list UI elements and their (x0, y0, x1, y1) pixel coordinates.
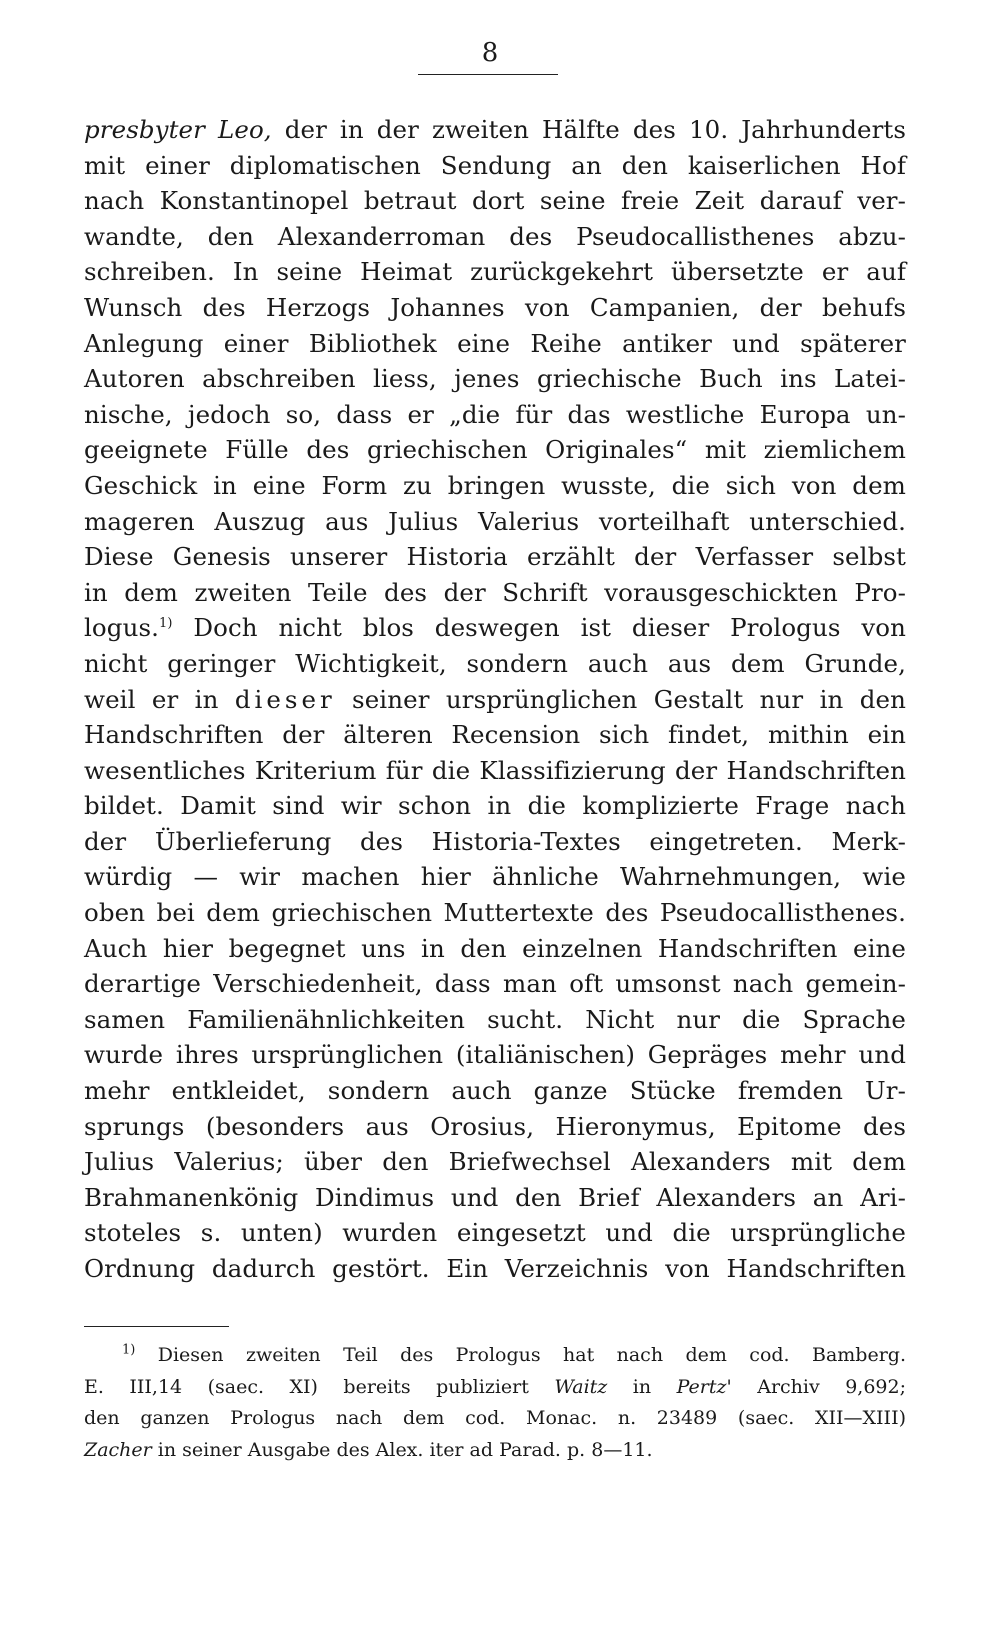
body-text-segment: nische, jedoch so, dass er „die für das westliche Europa un- (84, 399, 906, 429)
footnotes-text-segment: Zacher (84, 1438, 152, 1461)
body-text-segment: geeignete Fülle des griechischen Originales“ mit ziemlichem (84, 435, 906, 465)
footnotes-text-segment: Waitz (554, 1375, 608, 1398)
body-text-segment: 1) (159, 616, 173, 632)
body-line (84, 788, 906, 824)
footnotes-text-segment: Diesen zweiten Teil des Prologus hat nach dem cod. Bamberg. (135, 1344, 906, 1366)
body-line (84, 290, 906, 326)
body-line (84, 824, 906, 860)
body-text-segment: samen Familienähnlichkeiten sucht. Nicht nur die Sprache (84, 1004, 906, 1034)
body-line (84, 575, 906, 611)
body-line (84, 1180, 906, 1216)
body-text-segment: Handschriften der älteren Recension sich findet, mithin ein (84, 720, 906, 750)
footnotes-text-segment: den ganzen Prologus nach dem cod. Monac. n. 23489 (saec. XII—XIII) (84, 1407, 906, 1429)
footnotes-text-segment: in seiner Ausgabe des Alex. iter ad Parad. p. 8—11. (151, 1438, 653, 1461)
body-text-segment: mageren Auszug aus Julius Valerius vorteilhaft unterschied. (84, 506, 906, 536)
body-text-segment: nach Konstantinopel betraut dort seine freie Zeit darauf ver- (84, 186, 906, 216)
footnotes-text-segment: 1) (122, 1342, 136, 1358)
body-text-segment: weil er in (84, 684, 235, 714)
body-line (84, 682, 906, 718)
footnote-separator (84, 1326, 229, 1327)
footnotes-line (84, 1340, 906, 1372)
body-text-segment: sprungs (besonders aus Orosius, Hieronymus, Epitome des (84, 1111, 906, 1141)
body-text-segment: wandte, den Alexanderroman des Pseudocallisthenes abzu- (84, 221, 906, 251)
body-text-segment: Julius Valerius; über den Briefwechsel Alexanders mit dem (84, 1147, 906, 1177)
body-text-segment: derartige Verschiedenheit, dass man oft umsonst nach gemein- (84, 969, 906, 999)
body-text-segment: bildet. Damit sind wir schon in die komplizierte Frage nach (84, 791, 906, 821)
footnotes-line (84, 1372, 906, 1404)
body-line (84, 1251, 906, 1287)
body-line (84, 219, 906, 255)
body-text-segment: Auch hier begegnet uns in den einzelnen Handschriften eine (84, 933, 906, 963)
body-line (84, 859, 906, 895)
body-line (84, 610, 906, 646)
body-line (84, 112, 906, 148)
footnotes-text-segment: E. III,14 (saec. XI) bereits publiziert (84, 1375, 555, 1398)
body-text-segment: wurde ihres ursprünglichen (italiänischen) Gepräges mehr und (84, 1040, 906, 1070)
body-line (84, 326, 906, 362)
body-text-segment: Ordnung dadurch gestört. Ein Verzeichnis von Handschriften (84, 1254, 906, 1283)
body-line (84, 1144, 906, 1180)
footnotes-text-segment: in (607, 1375, 677, 1398)
body-text-segment: Wunsch des Herzogs Johannes von Campanien, der behufs (84, 292, 906, 322)
body-text-segment: stoteles s. unten) wurden eingesetzt und die ursprüngliche (84, 1218, 906, 1248)
body-text-segment: der in der zweiten Hälfte des 10. Jahrhunderts (271, 115, 907, 144)
body-line (84, 539, 906, 575)
page-number: 8 (481, 38, 499, 68)
body-text-segment: Geschick in eine Form zu bringen wusste, die sich von dem (84, 470, 906, 500)
body-text-segment: schreiben. In seine Heimat zurückgekehrt übersetzte er auf (84, 257, 906, 287)
body-text-segment: oben bei dem griechischen Muttertexte des Pseudocallisthenes. (84, 898, 906, 928)
body-line (84, 753, 906, 789)
body-text-segment: Diese Genesis unserer Historia erzählt der Verfasser selbst (84, 542, 906, 572)
body-text (84, 112, 906, 1287)
body-line (84, 1002, 906, 1038)
page-number-rule (418, 74, 558, 75)
body-text-segment: presbyter Leo, (84, 115, 272, 144)
body-text-segment: würdig — wir machen hier ähnliche Wahrnehmungen, wie (84, 862, 906, 892)
body-line (84, 183, 906, 219)
body-line (84, 1215, 906, 1251)
footnotes-line (84, 1403, 906, 1435)
body-line (84, 966, 906, 1002)
body-text-segment: seiner ursprünglichen Gestalt nur in den (335, 684, 907, 714)
body-text-segment: logus. (84, 613, 160, 643)
body-line (84, 1037, 906, 1073)
body-text-segment: Doch nicht blos deswegen ist dieser Prologus von (172, 613, 906, 643)
body-line (84, 148, 906, 184)
body-line (84, 717, 906, 753)
body-text-segment: mit einer diplomatischen Sendung an den kaiserlichen Hof (84, 150, 906, 180)
body-text-segment: der Überlieferung des Historia-Textes eingetreten. Merk- (84, 826, 906, 856)
body-line (84, 361, 906, 397)
body-line (84, 504, 906, 540)
body-line (84, 254, 906, 290)
body-line (84, 468, 906, 504)
body-text-segment: dieser (234, 684, 336, 714)
body-line (84, 397, 906, 433)
body-text-segment: Autoren abschreiben liess, jenes griechische Buch ins Latei- (84, 364, 906, 394)
body-line (84, 432, 906, 468)
body-text-segment: Anlegung einer Bibliothek eine Reihe antiker und späterer (84, 328, 906, 358)
body-line (84, 1109, 906, 1145)
body-text-segment: wesentliches Kriterium für die Klassifizierung der Handschriften (84, 755, 906, 785)
body-line (84, 646, 906, 682)
body-text-segment: in dem zweiten Teile des der Schrift vorausgeschickten Pro- (84, 577, 906, 607)
footnotes-line (84, 1435, 784, 1467)
footnotes-text-segment: Archiv 9,692; (731, 1375, 906, 1398)
footnotes-text-segment: Pertz' (676, 1375, 732, 1398)
body-text-segment: mehr entkleidet, sondern auch ganze Stücke fremden Ur- (84, 1076, 906, 1106)
body-line (84, 1073, 906, 1109)
body-text-segment: nicht geringer Wichtigkeit, sondern auch aus dem Grunde, (84, 648, 906, 678)
footnotes (84, 1340, 906, 1466)
body-text-segment: Brahmanenkönig Dindimus und den Brief Alexanders an Ari- (84, 1182, 906, 1212)
body-line (84, 931, 906, 967)
body-line (84, 895, 906, 931)
